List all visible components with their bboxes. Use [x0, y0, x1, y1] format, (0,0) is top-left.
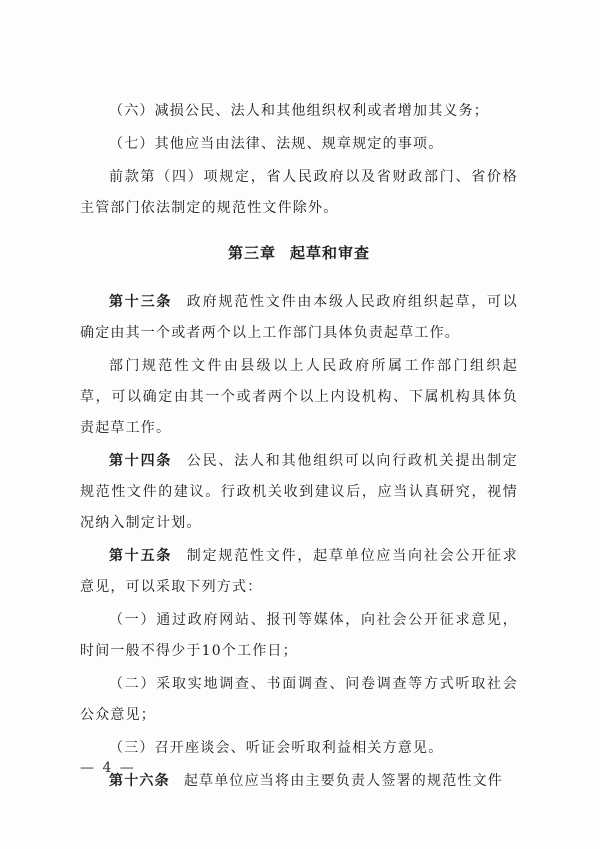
chapter-title: 起草和审查: [290, 244, 371, 262]
article-label: 第十三条: [109, 294, 173, 310]
article-14: [80, 446, 518, 539]
article-13-para-2: 部门规范性文件由县级以上人民政府所属工作部门组织起草，可以确定由其一个或者两个以上内设机构、下属机构具体负责起草工作。: [80, 358, 518, 436]
article-15: [80, 541, 518, 603]
chapter-heading: [80, 238, 518, 269]
article-label: 第十五条: [109, 548, 173, 564]
article-text: 政府规范性文件由本级人民政府组织起草，可以确定由其一个或者两个以上工作部门具体负责起草工作。: [80, 294, 518, 341]
article-15-item-1: （一）通过政府网站、报刊等媒体，向社会公开征求意见，时间一般不得少于10个工作日；: [80, 612, 518, 659]
article-label: 第十六条: [109, 773, 170, 789]
article-15-item-2: （二）采取实地调查、书面调查、问卷调查等方式听取社会公众意见；: [80, 676, 518, 723]
article-text: 公民、法人和其他组织可以向行政机关提出制定规范性文件的建议。行政机关收到建议后，应当认真研究，视情况纳入制定计划。: [80, 453, 518, 531]
page-number: — 4 —: [80, 760, 136, 776]
paragraph-exception-note: 前款第（四）项规定，省人民政府以及省财政部门、省价格主管部门依法制定的规范性文件除外。: [80, 169, 518, 216]
paragraph-item-7: （七）其他应当由法律、法规、规章规定的事项。: [109, 136, 444, 152]
document-body: [80, 96, 518, 797]
article-13: [80, 287, 518, 349]
chapter-number: 第三章: [227, 244, 276, 262]
article-text: 制定规范性文件，起草单位应当向社会公开征求意见，可以采取下列方式：: [80, 548, 518, 595]
article-15-item-3: （三）召开座谈会、听证会听取利益相关方意见。: [109, 740, 444, 756]
article-label: 第十四条: [109, 453, 173, 469]
article-text: 起草单位应当将由主要负责人签署的规范性文件: [183, 773, 504, 789]
article-16: [80, 766, 518, 797]
paragraph-item-6: （六）减损公民、法人和其他组织权利或者增加其义务；: [109, 103, 489, 119]
